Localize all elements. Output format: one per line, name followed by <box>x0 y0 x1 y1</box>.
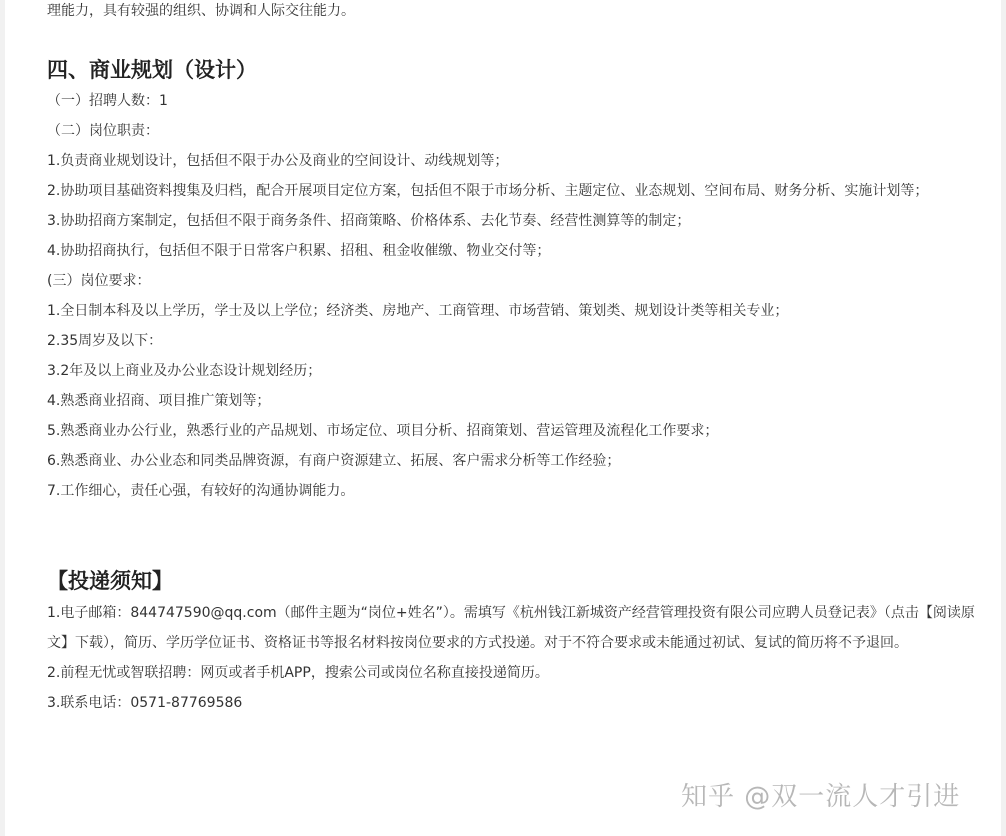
requirement-item: 1.全日制本科及以上学历，学士及以上学位；经济类、房地产、工商管理、市场营销、策划类、规划设计类等相关专业； <box>47 303 789 319</box>
duty-item: 3.协助招商方案制定，包括但不限于商务条件、招商策略、价格体系、去化节奏、经营性测算等的制定； <box>47 213 691 229</box>
delivery-item: 1.电子邮箱：844747590@qq.com（邮件主题为“岗位+姓名”）。需填写《杭州钱江新城资产经营管理投资有限公司应聘人员登记表》（点击【阅读原文】下载），简历、学历学位证书、资格证书等报名材料按岗位要求的方式投递。对于不符合要求或未能通过初试、复试的简历将不予退回。 <box>47 605 975 651</box>
zhihu-watermark: 知乎 @双一流人才引进 <box>681 782 961 812</box>
delivery-item: 2.前程无忧或智联招聘：网页或者手机APP，搜索公司或岗位名称直接投递简历。 <box>47 665 549 681</box>
requirement-item: 3.2年及以上商业及办公业态设计规划经历； <box>47 363 322 379</box>
requirement-item: 2.35周岁及以下： <box>47 333 163 349</box>
requirement-item: 7.工作细心，责任心强，有较好的沟通协调能力。 <box>47 483 355 499</box>
intro-tail-text: 理能力，具有较强的组织、协调和人际交往能力。 <box>47 3 355 19</box>
requirement-item: 4.熟悉商业招商、项目推广策划等； <box>47 393 271 409</box>
delivery-notice-section <box>47 598 977 718</box>
duty-item: 4.协助招商执行，包括但不限于日常客户积累、招租、租金收催缴、物业交付等； <box>47 243 551 259</box>
requirements-label: (三）岗位要求： <box>47 273 151 289</box>
delivery-item: 3.联系电话：0571-87769586 <box>47 695 243 711</box>
requirement-item: 5.熟悉商业办公行业，熟悉行业的产品规划、市场定位、项目分析、招商策划、营运管理及流程化工作要求； <box>47 423 719 439</box>
duty-item: 2.协助项目基础资料搜集及归档，配合开展项目定位方案，包括但不限于市场分析、主题定位、业态规划、空间布局、财务分析、实施计划等； <box>47 183 929 199</box>
business-planning-section <box>47 86 928 506</box>
headcount-text: （一）招聘人数：1 <box>47 93 168 109</box>
duties-label: （二）岗位职责： <box>47 123 159 139</box>
business-planning-heading: 四、商业规划（设计） <box>47 58 257 82</box>
article-page <box>5 0 1001 836</box>
delivery-notice-heading: 【投递须知】 <box>47 569 173 593</box>
requirement-item: 6.熟悉商业、办公业态和同类品牌资源，有商户资源建立、拓展、客户需求分析等工作经验； <box>47 453 621 469</box>
duty-item: 1.负责商业规划设计，包括但不限于办公及商业的空间设计、动线规划等； <box>47 153 509 169</box>
